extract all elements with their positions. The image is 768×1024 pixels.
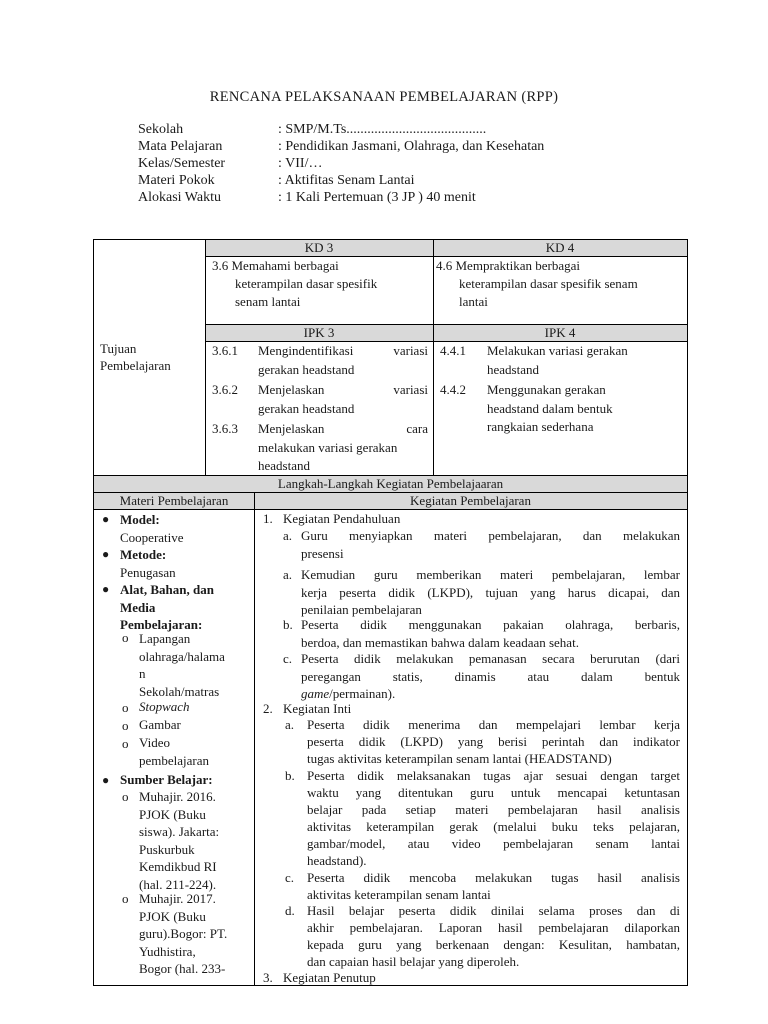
alat-item: Alat, Bahan, dan Media Pembelajaran: xyxy=(120,582,214,632)
bullet-icon: ● xyxy=(102,547,110,561)
bullet-icon: ● xyxy=(102,582,110,596)
steps-header: Langkah-Langkah Kegiatan Pembelajaaran xyxy=(277,476,504,491)
step-heading: 1. Kegiatan Pendahuluan xyxy=(263,511,401,526)
circle-bullet-icon: o xyxy=(122,789,129,804)
identity-value: : Aktifitas Senam Lantai xyxy=(278,173,415,188)
materi-column-header: Materi Pembelajaran xyxy=(119,493,229,508)
bullet-icon: ● xyxy=(102,773,110,787)
sumber-item: Sumber Belajar: xyxy=(120,772,213,787)
identity-value: : SMP/M.Ts........................................ xyxy=(278,122,487,137)
identity-value: : VII/… xyxy=(278,156,323,171)
step-item: a. Kemudian guru memberikan materi pembelajaran, lembar kerja peserta didik (LKPD), tujuan yang harus dicapai, dan penilaian pembelajaran xyxy=(283,567,680,617)
step-heading: 3. Kegiatan Penutup xyxy=(263,970,376,985)
kegiatan-column-header: Kegiatan Pembelajaran xyxy=(410,493,531,508)
kd3-header: KD 3 xyxy=(304,240,334,255)
ipk4-header: IPK 4 xyxy=(544,325,576,340)
step-item: d. Hasil belajar peserta didik dinilai selama proses dan di akhir pembelajaran. Laporan hasil pembelajaran dilaporkan kepada guru yang berkenaan dengan: Kesulitan, hambatan, dan capaian hasil belajar yang diperoleh. xyxy=(285,903,680,969)
table-border xyxy=(687,239,688,985)
identity-value: : 1 Kali Pertemuan (3 JP ) 40 menit xyxy=(278,190,476,205)
circle-bullet-icon: o xyxy=(122,630,129,645)
sumber-sub-item: Muhajir. 2016. PJOK (Buku siswa). Jakarta: Puskurbuk Kemdikbud RI (hal. 211-224). xyxy=(139,789,220,892)
model-item: Model: Cooperative xyxy=(120,512,184,545)
circle-bullet-icon: o xyxy=(122,736,129,751)
alat-sub-item: Stopwach xyxy=(139,699,190,714)
step-item: c. Peserta didik melakukan pemanasan secara berurutan (dari peregangan statis, dinamis atau dalam bentuk game/permainan). xyxy=(283,651,680,701)
ipk3-header: IPK 3 xyxy=(303,325,335,340)
table-border xyxy=(433,239,434,475)
kd3-text: 3.6 Memahami berbagai keterampilan dasar spesifik senam lantai xyxy=(212,258,378,309)
table-border xyxy=(205,239,206,475)
sumber-sub-item: Muhajir. 2017. PJOK (Buku guru).Bogor: PT. Yudhistira, Bogor (hal. 233- xyxy=(139,891,228,976)
ipk3-item: 3.6.2 Menjelaskan variasi gerakan headstand xyxy=(212,382,428,416)
circle-bullet-icon: o xyxy=(122,718,129,733)
table-border xyxy=(93,239,94,985)
identity-label: Alokasi Waktu xyxy=(138,190,221,205)
document-title: RENCANA PELAKSANAAN PEMBELAJARAN (RPP) xyxy=(209,89,559,105)
identity-label: Kelas/Semester xyxy=(138,156,226,171)
kd4-header: KD 4 xyxy=(545,240,575,255)
ipk3-item: 3.6.1 Mengindentifikasi variasi gerakan headstand xyxy=(212,343,428,377)
bullet-icon: ● xyxy=(102,512,110,526)
circle-bullet-icon: o xyxy=(122,891,129,906)
metode-item: Metode: Penugasan xyxy=(120,547,176,580)
step-item: b. Peserta didik melaksanakan tugas ajar sesuai dengan target waktu yang ditentukan guru untuk mencapai ketuntasan belajar pada setiap materi pembelajaran hasil analisis aktivitas keterampilan gerak (melalui buku teks pelajaran, gambar/model, atau video pembelajaran senam lantai headstand). xyxy=(285,768,680,868)
table-border xyxy=(93,985,688,986)
identity-label: Sekolah xyxy=(138,122,184,137)
objectives-label: Tujuan Pembelajaran xyxy=(100,341,171,373)
kd4-text: 4.6 Mempraktikan berbagai keterampilan dasar spesifik senam lantai xyxy=(436,258,638,309)
ipk4-item: 4.4.1 Melakukan variasi gerakan headstand xyxy=(440,343,628,377)
step-item: c. Peserta didik mencoba melakukan tugas hasil analisis aktivitas keterampilan senam lantai xyxy=(285,870,680,902)
alat-sub-item: Gambar xyxy=(139,717,181,732)
step-heading: 2. Kegiatan Inti xyxy=(263,701,352,716)
identity-label: Mata Pelajaran xyxy=(138,139,223,154)
step-item: a. Guru menyiapkan materi pembelajaran, dan melakukan presensi xyxy=(283,528,680,561)
alat-sub-item: Video pembelajaran xyxy=(139,735,210,768)
circle-bullet-icon: o xyxy=(122,700,129,715)
identity-value: : Pendidikan Jasmani, Olahraga, dan Kesehatan xyxy=(278,139,545,154)
alat-sub-item: Lapangan olahraga/halama n Sekolah/matras xyxy=(139,631,225,699)
ipk3-item: 3.6.3 Menjelaskan cara melakukan variasi gerakan headstand xyxy=(212,421,428,473)
ipk4-item: 4.4.2 Menggunakan gerakan headstand dalam bentuk rangkaian sederhana xyxy=(440,382,613,434)
identity-label: Materi Pokok xyxy=(138,173,215,188)
step-item: a. Peserta didik menerima dan mempelajari lembar kerja peserta didik (LKPD) yang berisi perintah dan indikator tugas aktivitas keterampilan senam lantai (HEADSTAND) xyxy=(285,717,680,766)
step-item: b. Peserta didik menggunakan pakaian olahraga, berbaris, berdoa, dan memastikan bahwa dalam keadaan sehat. xyxy=(283,617,680,650)
table-border xyxy=(254,492,255,985)
